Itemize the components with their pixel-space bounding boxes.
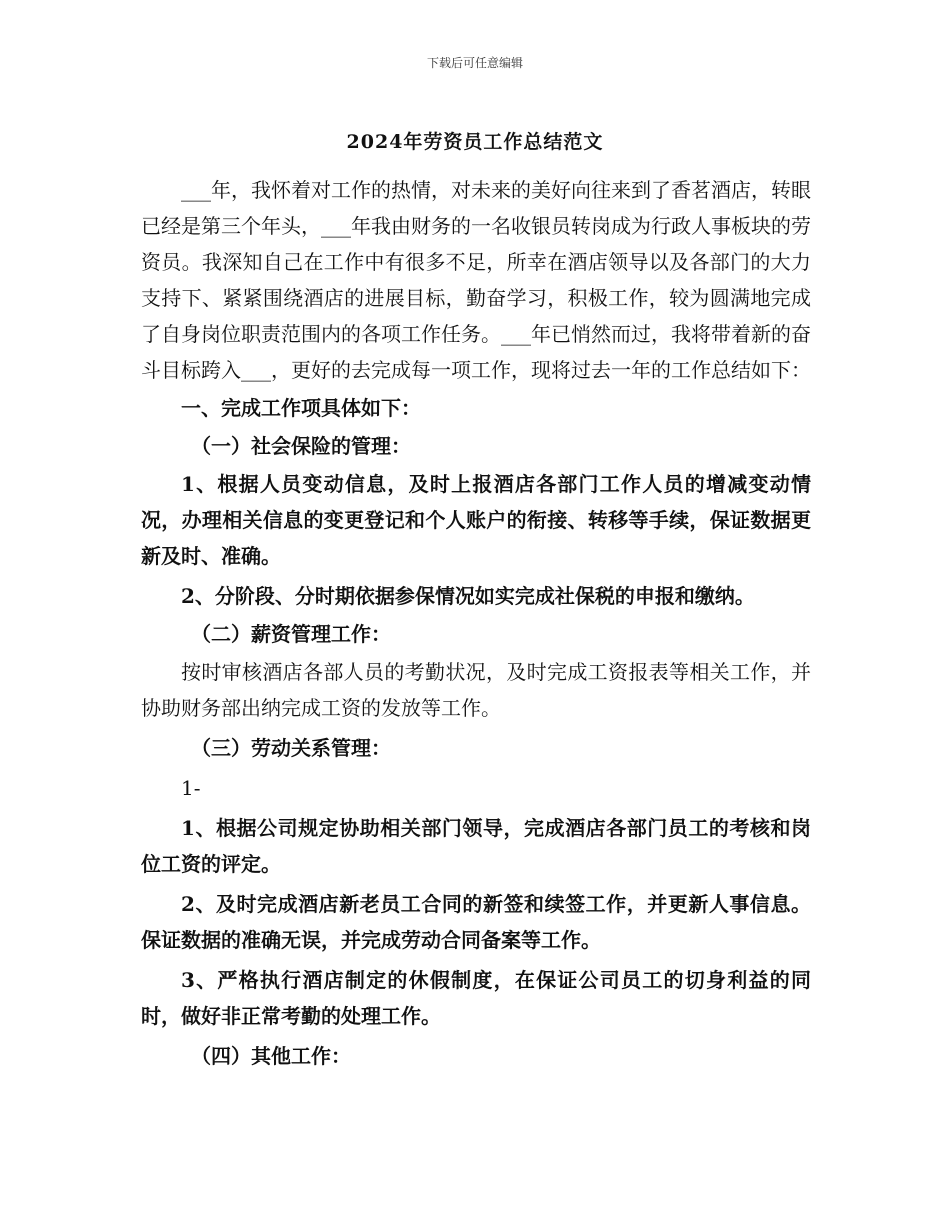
header-note: 下载后可任意编辑 — [426, 56, 523, 70]
intro-paragraph: ___年，我怀着对工作的热情，对未来的美好向往来到了香茗酒店，转眼已经是第三个年头，___年我由财务的一名收银员转岗成为行政人事板块的劳资员。我深知自己在工作中有很多不足，所幸在酒店领导以及各部门的大力支持下、紧紧围绕酒店的进展目标，勤奋学习，积极工作，较为圆满地完成了自身岗位职责范围内的各项工作任务。___年已悄然而过，我将带着新的奋斗目标跨入___，更好的去完成每一项工作，现将过去一年的工作总结如下： — [141, 178, 811, 382]
subsection-heading-salary: （二）薪资管理工作： — [191, 622, 391, 646]
page-number-mark: 1- — [181, 776, 201, 800]
subsection-heading-other: （四）其他工作： — [191, 1044, 351, 1068]
salary-paragraph: 按时审核酒店各部人员的考勤状况，及时完成工资报表等相关工作，并协助财务部出纳完成工资的发放等工作。 — [141, 660, 811, 720]
subsection-heading-social-insurance: （一）社会保险的管理： — [191, 434, 411, 458]
subsection-heading-labor-relations: （三）劳动关系管理： — [191, 736, 391, 760]
list-item: 1、根据公司规定协助相关部门领导，完成酒店各部门员工的考核和岗位工资的评定。 — [141, 816, 811, 876]
document-title: 2024年劳资员工作总结范文 — [346, 131, 604, 153]
section-heading-1: 一、完成工作项具体如下： — [181, 396, 421, 420]
list-item: 2、及时完成酒店新老员工合同的新签和续签工作，并更新人事信息。保证数据的准确无误，并完成劳动合同备案等工作。 — [141, 892, 811, 952]
list-item: 2、分阶段、分时期依据参保情况如实完成社保税的申报和缴纳。 — [181, 584, 755, 608]
list-item: 3、严格执行酒店制定的休假制度，在保证公司员工的切身利益的同时，做好非正常考勤的处理工作。 — [141, 968, 811, 1028]
list-item: 1、根据人员变动信息，及时上报酒店各部门工作人员的增减变动情况，办理相关信息的变更登记和个人账户的衔接、转移等手续，保证数据更新及时、准确。 — [141, 472, 811, 568]
document-body — [141, 172, 811, 1074]
